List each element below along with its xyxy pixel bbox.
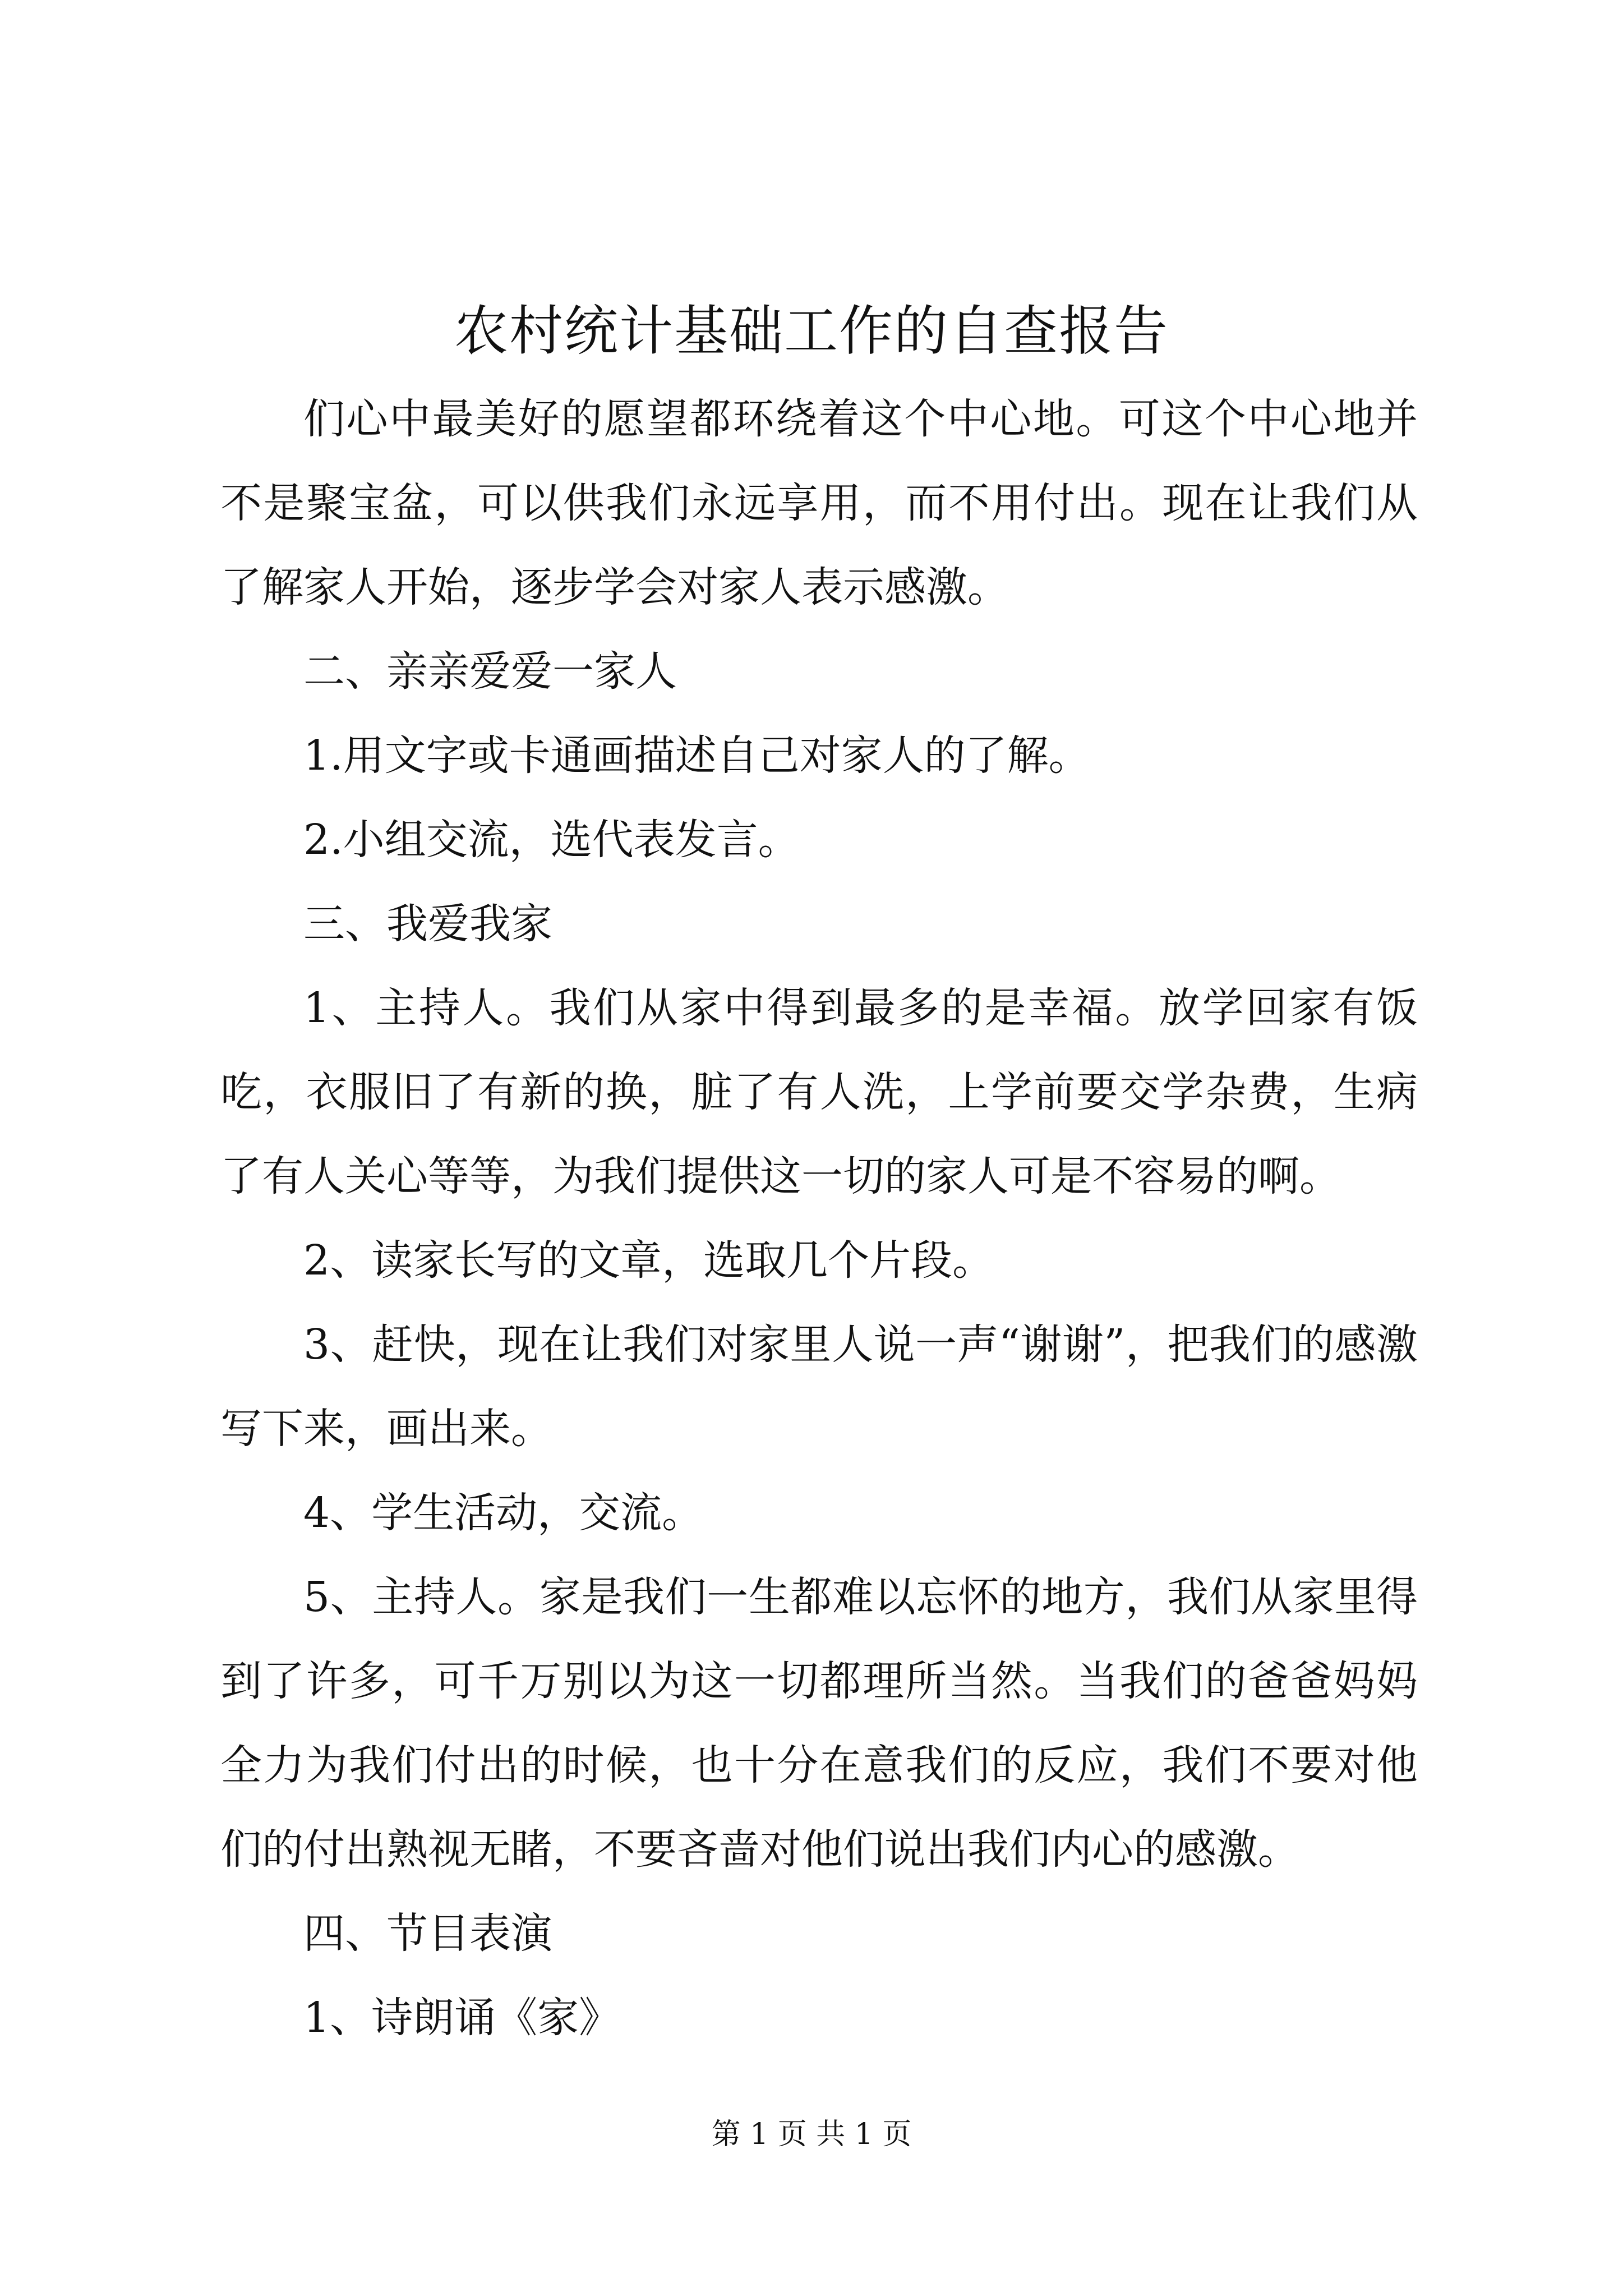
paragraph: 1、诗朗诵《家》	[303, 1994, 621, 2042]
paragraph: 5、主持人。家是我们一生都难以忘怀的地方，我们从家里得到了许多，可千万别以为这一切都理所当然。当我们的爸爸妈妈全力为我们付出的时候，也十分在意我们的反应，我们不要对他们的付出熟视无睹，不要吝啬对他们说出我们内心的感激。	[220, 1573, 1418, 1874]
paragraph: 3、赶快，现在让我们对家里人说一声“谢谢”，把我们的感激写下来，画出来。	[220, 1320, 1418, 1453]
document-body	[220, 377, 1418, 2060]
paragraph: 4、学生活动，交流。	[303, 1489, 704, 1537]
paragraph: 1、主持人。我们从家中得到最多的是幸福。放学回家有饭吃，衣服旧了有新的换，脏了有人洗，上学前要交学杂费，生病了有人关心等等，为我们提供这一切的家人可是不容易的啊。	[220, 984, 1418, 1200]
page-footer: 第 1 页 共 1 页	[711, 2118, 912, 2151]
section-heading: 四、节目表演	[303, 1910, 552, 1958]
paragraph: 2.小组交流，选代表发言。	[303, 816, 800, 864]
document-title: 农村统计基础工作的自查报告	[454, 300, 1169, 362]
section-heading: 三、我爱我家	[303, 900, 552, 948]
section-heading: 二、亲亲爱爱一家人	[303, 647, 677, 696]
paragraph: 们心中最美好的愿望都环绕着这个中心地。可这个中心地并不是聚宝盆，可以供我们永远享用，而不用付出。现在让我们从了解家人开始，逐步学会对家人表示感激。	[220, 395, 1418, 611]
paragraph: 2、读家长写的文章，选取几个片段。	[303, 1236, 994, 1285]
paragraph: 1.用文字或卡通画描述自己对家人的了解。	[303, 731, 1090, 780]
